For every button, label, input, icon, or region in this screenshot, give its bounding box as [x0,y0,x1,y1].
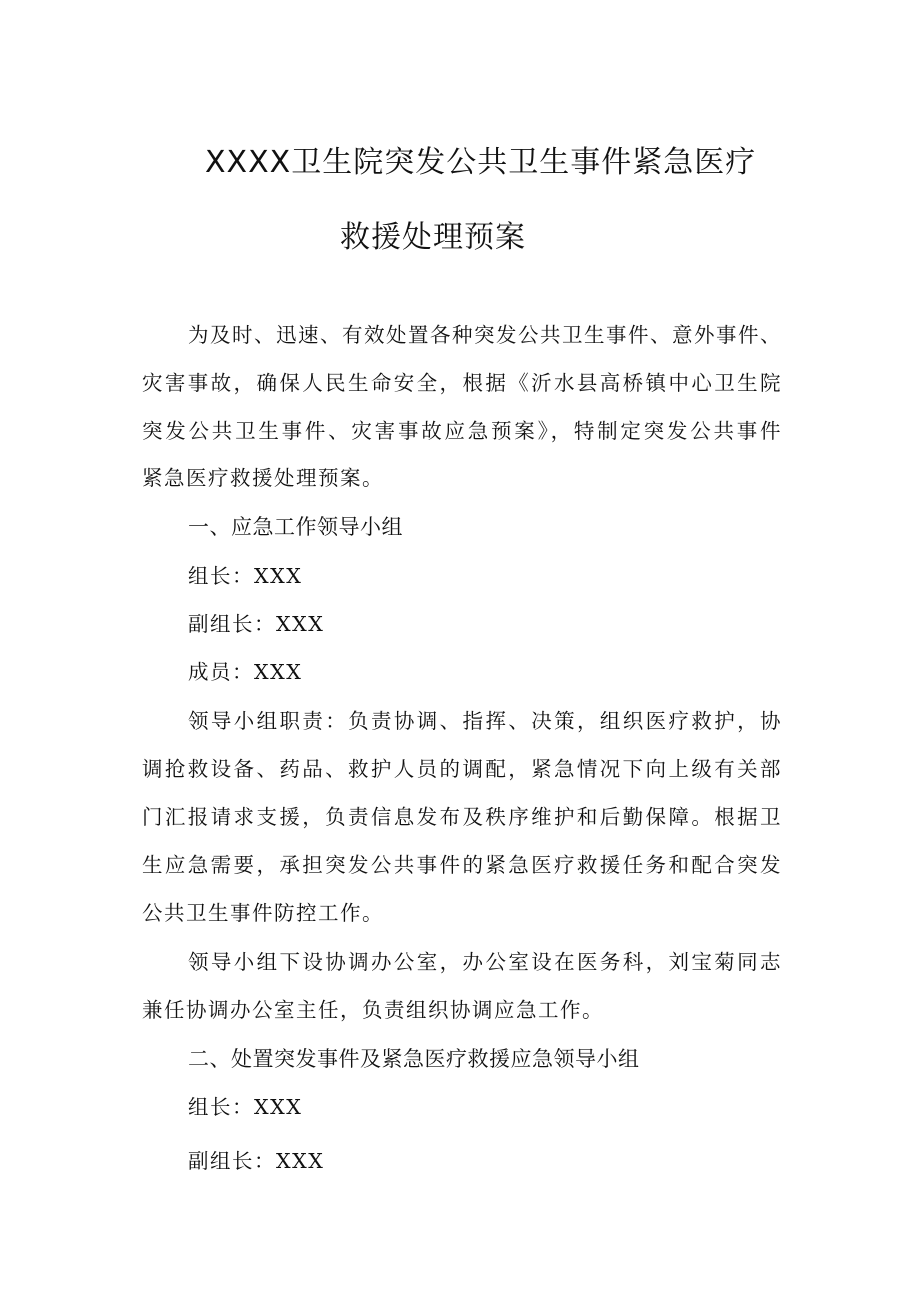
title-line-2: 救援处理预案 [340,220,526,255]
intro-line-1: 为及时、迅速、有效处置各种突发公共卫生事件、意外事件、 [188,323,782,347]
section2-deputy: 副组长：XXX [188,1149,325,1173]
office-line-1: 领导小组下设协调办公室，办公室设在医务科，刘宝菊同志 [188,950,782,974]
section2-heading: 二、处置突发事件及紧急医疗救援应急领导小组 [188,1047,640,1071]
section2-leader: 组长：XXX [188,1095,303,1119]
duty-line-5: 公共卫生事件防控工作。 [142,901,384,925]
duty-line-3: 门汇报请求支援，负责信息发布及秩序维护和后勤保障。根据卫 [142,805,782,829]
intro-line-4: 紧急医疗救援处理预案。 [142,466,384,490]
duty-line-2: 调抢救设备、药品、救护人员的调配，紧急情况下向上级有关部 [142,757,782,781]
office-line-2: 兼任协调办公室主任，负责组织协调应急工作。 [142,998,604,1022]
title-line-1: XXXX卫生院突发公共卫生事件紧急医疗 [205,145,757,180]
section1-deputy: 副组长：XXX [188,612,325,636]
section1-member: 成员：XXX [188,660,303,684]
intro-line-2: 灾害事故，确保人民生命安全，根据《沂水县高桥镇中心卫生院 [142,371,782,395]
section1-heading: 一、应急工作领导小组 [188,515,403,539]
duty-line-1: 领导小组职责：负责协调、指挥、决策，组织医疗救护，协 [188,709,782,733]
section1-leader: 组长：XXX [188,564,303,588]
duty-line-4: 生应急需要，承担突发公共事件的紧急医疗救援任务和配合突发 [142,853,782,877]
intro-line-3: 突发公共卫生事件、灾害事故应急预案》，特制定突发公共事件 [142,419,782,443]
